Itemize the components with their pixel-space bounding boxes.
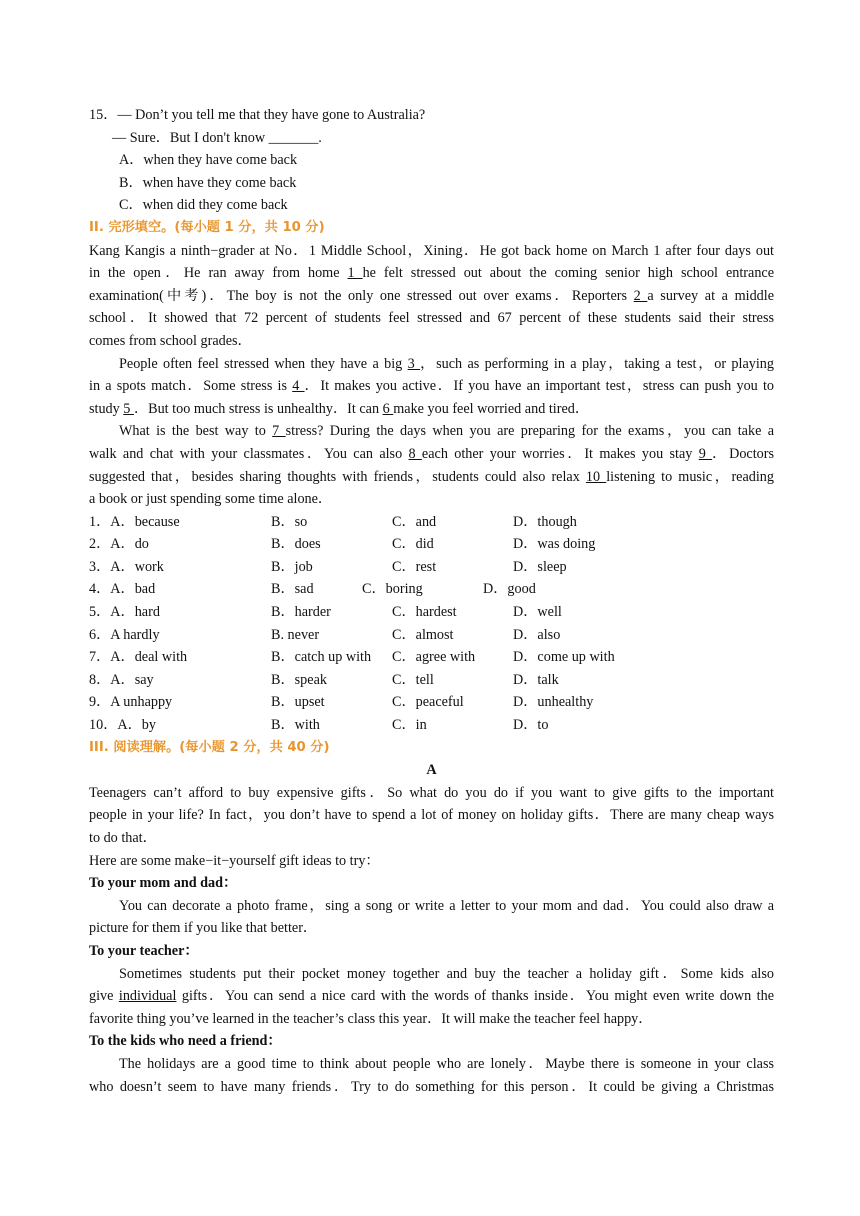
option-b: B．with: [271, 717, 320, 734]
blank-8: 8: [408, 445, 422, 462]
option-d: D．to: [513, 717, 549, 734]
option-a: 2．A．do: [89, 536, 149, 553]
option-d: D．sleep: [513, 558, 567, 575]
option-b: B．sad: [271, 581, 314, 598]
blank-10: 10: [585, 468, 607, 485]
mom-dad-line1: You can decorate a photo frame，sing a song or write a letter to your mom and dad．You could also draw a: [119, 897, 774, 914]
text-span: gifts．You can send a nice card with the words of thanks inside．You might even write down the: [176, 988, 774, 1005]
option-d: D．also: [513, 626, 561, 643]
section-2-heading: II. 完形填空。(每小题 1 分，共 10 分): [89, 219, 325, 235]
option-row-3: [89, 556, 774, 579]
option-c: C．and: [392, 513, 437, 530]
text-span: suggested that，besides sharing thoughts with friends，students could also relax: [89, 468, 586, 485]
option-b: B．so: [271, 513, 308, 530]
cloze-p1-line5: comes from school grades．: [89, 332, 252, 349]
text-span: walk and chat with your classmates．You can also: [89, 445, 409, 462]
text-span: ，such as performing in a play，taking a test，or playing: [420, 355, 774, 372]
exam-page: [89, 104, 774, 1098]
cloze-p2-line1: [89, 353, 774, 376]
section-3-heading: III. 阅读理解。(每小题 2 分，共 40 分): [89, 739, 330, 755]
option-b: B．job: [271, 558, 313, 575]
option-a: 5．A．hard: [89, 604, 160, 621]
cloze-p2-line3: [89, 398, 774, 421]
option-c: C．rest: [392, 558, 437, 575]
option-d: D．talk: [513, 671, 559, 688]
underlined-word: individual: [118, 988, 177, 1005]
option-row-9: [89, 691, 774, 714]
option-a: 10．A．by: [89, 717, 156, 734]
teacher-line3: favorite thing you’ve learned in the teacher’s class this year．It will make the teacher feel happy．: [89, 1010, 653, 1027]
text-span: ．But too much stress is unhealthy．It can: [133, 400, 383, 417]
blank-3: 3: [407, 355, 421, 372]
option-d: D．good: [483, 581, 536, 598]
cloze-p1-line1: Kang Kangis a ninth−grader at No．1 Middle School，Xining．He got back home on March 1 after four days out: [89, 242, 774, 259]
text-span: each other your worries．It makes you stay: [421, 445, 699, 462]
cloze-p3-line2: [89, 443, 774, 466]
kids-line1: The holidays are a good time to think about people who are lonely．Maybe there is someone in your class: [119, 1055, 774, 1072]
cloze-options: [89, 511, 774, 737]
option-c: C．did: [392, 536, 434, 553]
q15-stem: 15．— Don’t you tell me that they have gone to Australia?: [89, 107, 426, 123]
text-span: examination(中考)．The boy is not the only one stressed out over exams．Reporters: [89, 287, 634, 304]
option-a: 6．A hardly: [89, 626, 160, 643]
option-row-10: [89, 714, 774, 737]
text-span: People often feel stressed when they have a big: [119, 355, 408, 372]
option-row-4: [89, 578, 774, 601]
option-a: 1．A．because: [89, 513, 180, 530]
text-span: listening to music，reading: [606, 468, 774, 485]
option-a: 7．A．deal with: [89, 649, 188, 666]
cloze-p3-line4: a book or just spending some time alone．: [89, 491, 333, 508]
intro-line1: Teenagers can’t afford to buy expensive gifts．So what do you do if you want to give gifts to the important: [89, 784, 774, 801]
kids-line2: who doesn’t seem to have many friends．Try to do something for this person．It could be giving a Christmas: [89, 1078, 774, 1095]
option-c: C．in: [392, 717, 427, 734]
option-d: D．well: [513, 604, 562, 621]
kids-heading: To the kids who need a friend：: [89, 1033, 282, 1050]
q15-reply: — Sure．But I don't know _______.: [112, 129, 322, 146]
text-span: stress? During the days when you are preparing for the exams，you can take a: [285, 423, 775, 440]
option-d: D．was doing: [513, 536, 596, 553]
intro-line3: to do that．: [89, 830, 157, 846]
text-span: he felt stressed out about the coming senior high school entrance: [362, 265, 775, 282]
cloze-p3-line3: [89, 466, 774, 489]
option-d: D．unhealthy: [513, 694, 594, 711]
option-a: 8．A．say: [89, 671, 154, 688]
option-c: C．peaceful: [392, 694, 464, 711]
option-c: C．tell: [392, 671, 434, 688]
passage-label: A: [426, 762, 437, 779]
mom-dad-line2: picture for them if you like that better．: [89, 920, 318, 937]
blank-6: 6: [382, 400, 394, 417]
q15-option-c: C．when did they come back: [119, 197, 288, 214]
option-row-7: [89, 646, 774, 669]
option-b: B．harder: [271, 604, 331, 621]
teacher-heading: To your teacher：: [89, 942, 199, 959]
option-row-6: [89, 624, 774, 647]
blank-9: 9: [698, 445, 713, 462]
option-row-1: [89, 511, 774, 534]
blank-4: 4: [292, 378, 305, 395]
teacher-line2: [89, 985, 774, 1008]
cloze-p1-line2: [89, 262, 774, 285]
blank-7: 7: [272, 423, 286, 440]
text-span: study: [89, 400, 124, 417]
option-b: B．does: [271, 536, 321, 553]
option-b: B．catch up with: [271, 649, 372, 666]
blank-1: 1: [347, 265, 363, 282]
text-span: ．It makes you active．If you have an important test，stress can push you to: [304, 378, 775, 395]
blank-5: 5: [123, 400, 134, 417]
option-c: C．agree with: [392, 649, 476, 666]
option-d: D．though: [513, 513, 577, 530]
text-span: in a spots match．Some stress is: [89, 378, 293, 395]
intro-line2: people in your life? In fact，you don’t have to spend a lot of money on holiday gifts．There are many cheap ways: [89, 807, 774, 824]
option-row-2: [89, 533, 774, 556]
intro-line4: Here are some make−it−yourself gift ideas to try：: [89, 852, 380, 869]
q15-option-a: A．when they have come back: [119, 152, 298, 169]
text-span: ．Doctors: [712, 445, 774, 462]
cloze-p3-line1: [89, 420, 774, 443]
cloze-p1-line3: [89, 285, 774, 308]
blank-2: 2: [633, 287, 648, 304]
option-c: C．almost: [392, 626, 454, 643]
option-a: 4．A．bad: [89, 581, 156, 598]
option-b: B．upset: [271, 694, 325, 711]
option-c: C．boring: [362, 581, 423, 598]
cloze-p1-line4: school．It showed that 72 percent of students feel stressed and 67 percent of these students said their stress: [89, 310, 774, 327]
text-span: in the open．He ran away from home: [89, 265, 348, 282]
option-b: B. never: [271, 626, 320, 643]
option-c: C．hardest: [392, 604, 457, 621]
option-row-5: [89, 601, 774, 624]
text-span: a survey at a middle: [647, 287, 774, 304]
option-a: 3．A．work: [89, 558, 164, 575]
option-d: D．come up with: [513, 649, 615, 666]
mom-dad-heading: To your mom and dad：: [89, 875, 238, 892]
cloze-p2-line2: [89, 375, 774, 398]
text-span: What is the best way to: [119, 423, 273, 440]
option-a: 9．A unhappy: [89, 694, 173, 711]
text-span: make you feel worried and tired．: [393, 400, 590, 417]
option-b: B．speak: [271, 671, 327, 688]
teacher-line1: Sometimes students put their pocket money together and buy the teacher a holiday gift．Some kids also: [119, 965, 774, 982]
option-row-8: [89, 669, 774, 692]
text-span: give: [89, 988, 119, 1005]
q15-option-b: B．when have they come back: [119, 174, 297, 191]
